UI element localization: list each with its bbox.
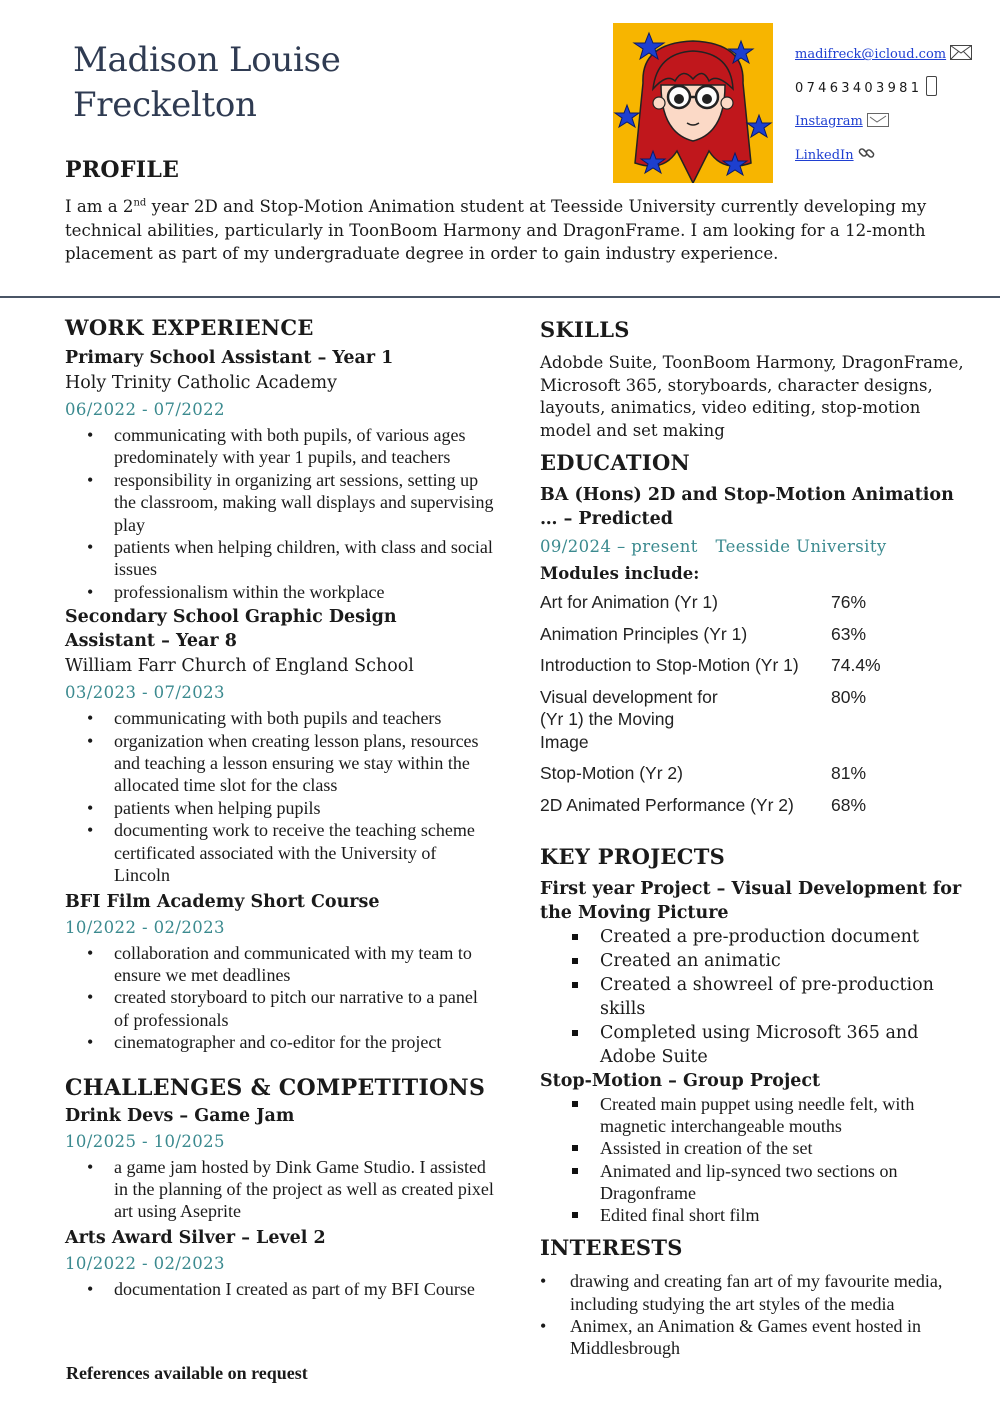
challenge-details [87, 1278, 495, 1300]
references-note: References available on request [66, 1363, 308, 1383]
interest-item: • Animex, an Animation & Games event hosted in Middlesbrough [540, 1315, 970, 1360]
detail-item: • a game jam hosted by Dink Game Studio. I assisted in the planning of the project as well as created pixel art using Aseprite [87, 1156, 495, 1223]
avatar-illustration [613, 23, 773, 183]
project-details [570, 1093, 970, 1226]
key-projects-heading: KEY PROJECTS [540, 844, 726, 869]
project-detail-item: Animated and lip-synced two sections on Dragonframe [570, 1160, 970, 1204]
project-title: Stop-Motion – Group Project [540, 1071, 821, 1091]
module-name: Art for Animation (Yr 1) [540, 592, 718, 612]
contact-linkedin-row [795, 139, 995, 173]
job-title: Primary School Assistant – Year 1 [65, 348, 394, 368]
instagram-link[interactable]: Instagram [795, 114, 863, 130]
institution: Teesside University [715, 537, 887, 556]
module-row [540, 650, 911, 682]
module-row [540, 758, 911, 790]
project-detail-item: Created a showreel of pre-production skills [570, 973, 970, 1021]
degree-title: BA (Hons) 2D and Stop-Motion Animation … – Predicted [540, 485, 954, 529]
profile-heading: PROFILE [65, 157, 180, 183]
phone-number: 07463403981 [795, 80, 923, 96]
job-dates: 10/2022 - 02/2023 [65, 917, 225, 937]
module-grade: 63% [831, 623, 867, 644]
profile-summary [65, 195, 970, 266]
contact-phone-row [795, 72, 995, 106]
profile-ordinal-suffix: nd [133, 197, 147, 209]
work-experience-heading: WORK EXPERIENCE [65, 315, 314, 340]
module-name: Animation Principles (Yr 1) [540, 623, 748, 644]
project-detail-item: Created a pre-production document [570, 925, 970, 949]
challenge-dates: 10/2025 - 10/2025 [65, 1131, 225, 1151]
job-duties [87, 424, 495, 603]
job-duties [87, 942, 495, 1054]
duty-item: • patients when helping pupils [87, 797, 495, 819]
section-divider [0, 296, 1000, 298]
job-title: Secondary School Graphic Design Assistant – Year 8 [65, 607, 397, 652]
job-title: BFI Film Academy Short Course [65, 891, 380, 912]
linkedin-link[interactable]: LinkedIn [795, 147, 854, 163]
module-grade: 81% [831, 763, 867, 783]
duty-item: • professionalism within the workplace [87, 581, 495, 603]
profile-text-part-1: I am a 2 [65, 197, 134, 216]
project-detail-item: Completed using Microsoft 365 and Adobe Suite [570, 1021, 970, 1069]
modules-label: Modules include: [540, 564, 700, 583]
name-line-2: Freckelton [73, 85, 257, 125]
duty-item: • communicating with both pupils and teachers [87, 707, 495, 729]
skills-heading: SKILLS [540, 317, 630, 342]
project-detail-item: Assisted in creation of the set [570, 1137, 970, 1159]
module-grade: 80% [831, 686, 867, 707]
module-name: Stop-Motion (Yr 2) [540, 763, 683, 783]
challenge-entry [65, 1226, 495, 1300]
education-dates: 09/2024 – present [540, 537, 698, 556]
job-entry [65, 346, 495, 603]
modules-table [540, 587, 911, 821]
challenge-title: Drink Devs – Game Jam [65, 1105, 295, 1126]
challenge-entry [65, 1104, 495, 1223]
job-entry [65, 890, 495, 1054]
contact-instagram-row [795, 105, 995, 139]
phone-icon [926, 76, 937, 100]
module-row [540, 682, 911, 759]
module-grade: 76% [831, 592, 867, 612]
link-icon [858, 144, 876, 166]
interests-heading: INTERESTS [540, 1235, 683, 1261]
project-detail-item: Created an animatic [570, 949, 970, 973]
email-link[interactable]: madifreck@icloud.com [795, 47, 947, 63]
education-heading: EDUCATION [540, 450, 691, 475]
project-title: First year Project – Visual Development for the Moving Picture [540, 879, 962, 923]
contact-email-row [795, 38, 995, 72]
education-dates-row [540, 533, 970, 561]
duty-item: • organization when creating lesson plans, resources and teaching a lesson ensuring we stay within the allocated time slot for the class [87, 730, 495, 797]
module-row [540, 619, 911, 651]
challenge-dates: 10/2022 - 02/2023 [65, 1253, 225, 1273]
job-dates: 03/2023 - 07/2023 [65, 683, 225, 703]
employer: Holy Trinity Catholic Academy [65, 373, 337, 393]
challenge-title: Arts Award Silver – Level 2 [65, 1227, 326, 1248]
project-detail-item: Edited final short film [570, 1204, 970, 1226]
project-entry [540, 877, 970, 1069]
duty-item: • responsibility in organizing art sessions, setting up the classroom, making wall displays and supervising play [87, 469, 495, 536]
detail-item: • documentation I created as part of my BFI Course [87, 1278, 495, 1300]
challenges-heading: CHALLENGES & COMPETITIONS [65, 1074, 486, 1101]
skills-list: Adobde Suite, ToonBoom Harmony, DragonFrame, Microsoft 365, storyboards, character designs, layouts, animatics, video editing, stop-motion model and set making [540, 353, 964, 440]
duty-item: • communicating with both pupils, of various ages predominately with year 1 pupils, and teachers [87, 424, 495, 469]
name-line-1: Madison Louise [73, 40, 341, 80]
module-row [540, 587, 911, 619]
duty-item: • created storyboard to pitch our narrative to a panel of professionals [87, 986, 495, 1031]
module-row [540, 790, 911, 822]
left-column [65, 314, 495, 1300]
contact-block [795, 38, 995, 172]
project-details [570, 925, 970, 1069]
employer: William Farr Church of England School [65, 656, 414, 677]
duty-item: • patients when helping children, with class and social issues [87, 536, 495, 581]
instagram-icon [867, 113, 889, 131]
candidate-name [73, 38, 341, 128]
module-grade: 68% [831, 794, 867, 815]
project-detail-item: Created main puppet using needle felt, with magnetic interchangeable mouths [570, 1093, 970, 1137]
interests-list [540, 1270, 970, 1360]
duty-item: • documenting work to receive the teaching scheme certificated associated with the University of Lincoln [87, 819, 495, 886]
avatar [613, 23, 773, 183]
job-entry [65, 605, 495, 886]
right-column [540, 316, 970, 1360]
module-name: 2D Animated Performance (Yr 2) [540, 794, 794, 815]
module-grade: 74.4% [831, 655, 881, 675]
job-dates: 06/2022 - 07/2022 [65, 400, 225, 419]
duty-item: • collaboration and communicated with my team to ensure we met deadlines [87, 942, 495, 987]
job-duties [87, 707, 495, 886]
profile-text-part-2: year 2D and Stop-Motion Animation student at Teesside University currently developing my technical abilities, particularly in ToonBoom Harmony and DragonFrame. I am looking for a 12-month placement as part of my undergraduate degree in order to gain industry experience. [65, 197, 927, 263]
module-name: Visual development for (Yr 1) the Moving Image [540, 686, 718, 752]
envelope-icon [950, 45, 972, 64]
duty-item: • cinematographer and co-editor for the project [87, 1031, 495, 1053]
interest-item: • drawing and creating fan art of my favourite media, including studying the art styles of the media [540, 1270, 970, 1315]
module-name: Introduction to Stop-Motion (Yr 1) [540, 655, 799, 675]
project-entry [540, 1069, 970, 1226]
challenge-details [87, 1156, 495, 1223]
